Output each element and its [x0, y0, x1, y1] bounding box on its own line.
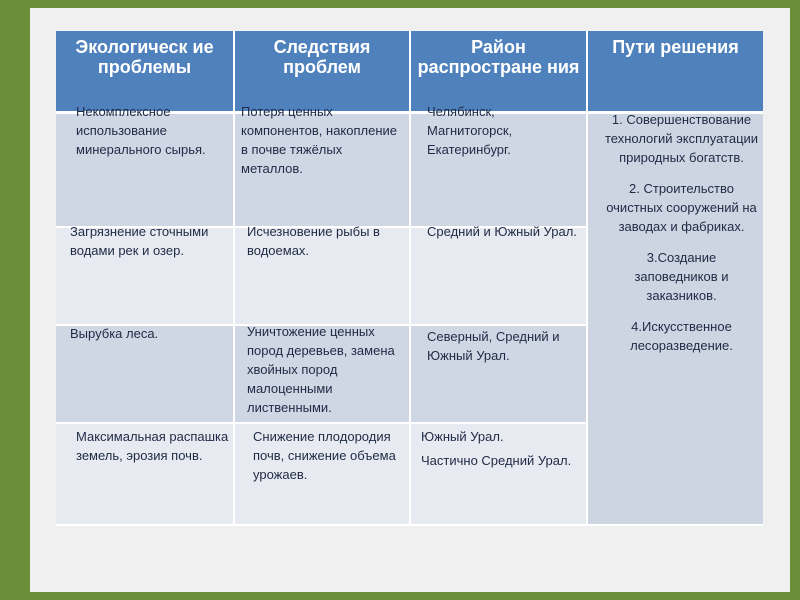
region-cell [410, 224, 587, 325]
consequence-cell [234, 224, 410, 325]
consequence-text: Снижение плодородия почв, снижение объема урожаев. [253, 429, 396, 482]
region-cell [410, 325, 587, 423]
region-cell [410, 423, 587, 525]
problem-text: Вырубка леса. [70, 326, 159, 341]
problem-cell [56, 104, 234, 228]
solution-item: 2. Строительство очистных сооружений на заводах и фабриках. [606, 181, 757, 234]
solution-item: 3.Создание заповедников и заказников. [634, 250, 729, 303]
solution-item: 1. Совершенствование технологий эксплуатации природных богатств. [604, 112, 759, 165]
header-consequences: Следствия проблем [234, 31, 410, 113]
solution-item: 4.Искусственное лесоразведение. [630, 319, 733, 353]
region-text: Челябинск, Магнитогорск, Екатеринбург. [427, 104, 513, 157]
table-row [56, 113, 763, 228]
region-text-extra: Частично Средний Урал. [421, 453, 572, 468]
consequence-cell [234, 104, 410, 228]
region-cell [410, 104, 587, 228]
ecology-table-container [56, 31, 763, 517]
problem-text: Некомплексное использование минерального сырья. [76, 104, 206, 157]
header-solutions: Пути решения [587, 31, 763, 113]
solutions-list [588, 110, 763, 355]
consequence-cell [234, 325, 410, 423]
header-problems: Экологическ ие проблемы [56, 31, 234, 113]
region-text: Средний и Южный Урал. [427, 224, 577, 239]
problem-cell [56, 325, 234, 423]
region-text: Южный Урал. [421, 429, 504, 444]
consequence-text: Уничтожение ценных пород деревьев, замена хвойных пород малоценными лиственными. [247, 324, 395, 415]
consequence-text: Потеря ценных компонентов, накопление в почве тяжёлых металлов. [241, 104, 398, 176]
header-region: Район распростране ния [410, 31, 587, 113]
problem-cell [56, 224, 234, 325]
problem-cell [56, 423, 234, 525]
consequence-text: Исчезновение рыбы в водоемах. [247, 224, 380, 258]
solutions-cell [587, 113, 763, 526]
header-row [56, 31, 763, 113]
consequence-cell [234, 423, 410, 525]
problem-text: Загрязнение сточными водами рек и озер. [70, 224, 209, 258]
region-text: Северный, Средний и Южный Урал. [427, 329, 560, 363]
ecology-table [56, 31, 763, 526]
problem-text: Максимальная распашка земель, эрозия почв. [76, 429, 229, 463]
